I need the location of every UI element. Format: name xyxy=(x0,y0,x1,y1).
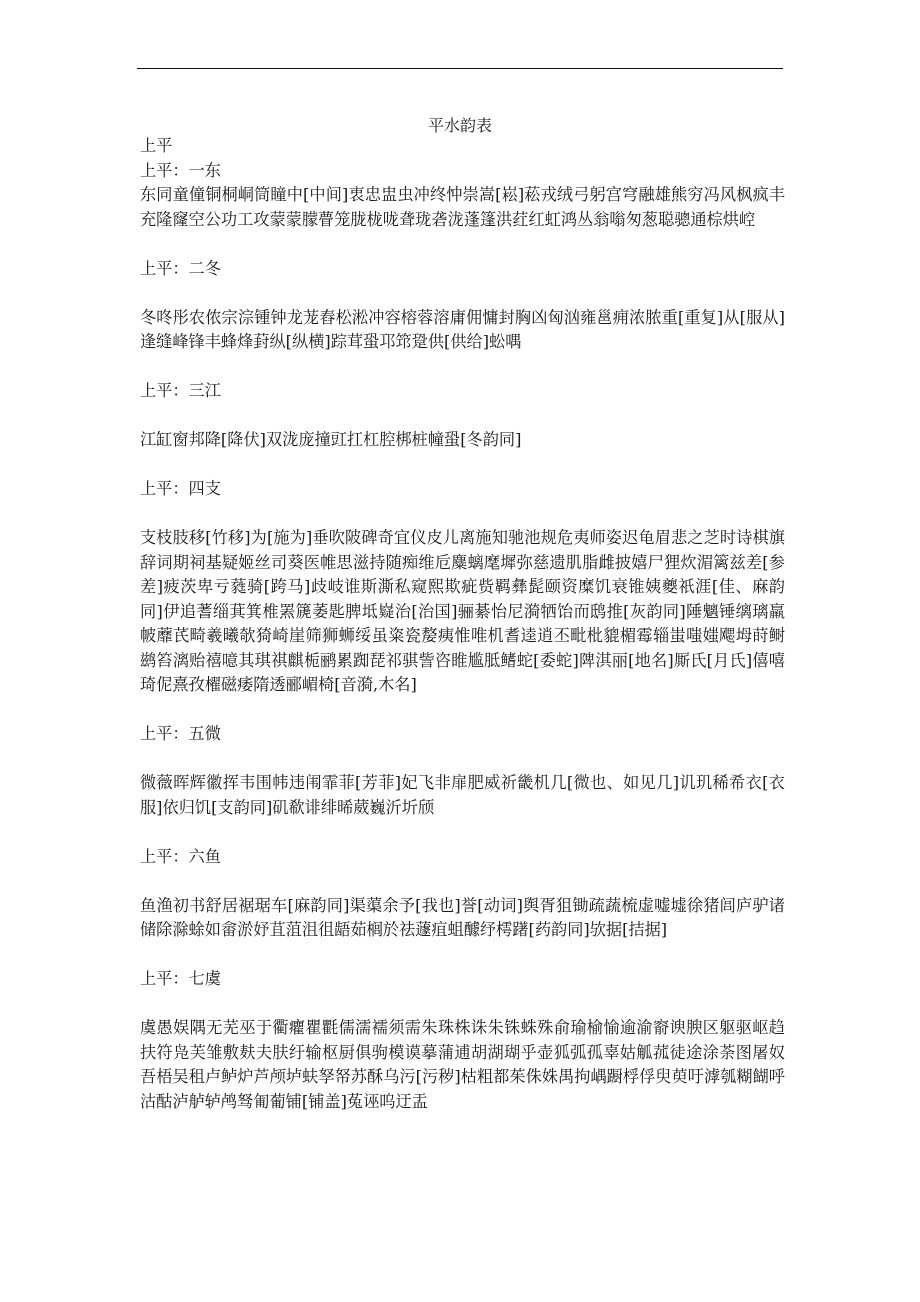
section-heading: 上平：六鱼 xyxy=(140,846,221,866)
section-sanjiang xyxy=(140,379,785,477)
paragraph-gap xyxy=(140,453,785,478)
paragraph-gap xyxy=(140,747,785,772)
section-erdong xyxy=(140,257,785,380)
section-heading: 上平：四支 xyxy=(140,479,221,498)
section-heading: 上平：五微 xyxy=(140,724,221,743)
category-heading: 上平 xyxy=(140,136,173,155)
paragraph-gap xyxy=(140,869,785,894)
header-rule xyxy=(137,68,783,69)
section-characters: 虞愚娱隅无芜巫于衢癯瞿氍儒濡襦须需朱珠株诛朱铢蛛殊俞瑜榆愉逾渝窬谀腴区躯驱岖趋扶符凫芙雏敷麸夫肤纡输枢厨俱驹模谟摹蒲逋胡湖瑚乎壶狐弧孤辜姑觚菰徒途涂荼图屠奴吾梧吴租卢鲈炉芦颅垆蚨孥帑苏酥乌污[污秽]枯粗都茱侏姝禺拘嵎蹰桴俘臾萸吁滹瓠糊餬呼沽酤泸舻轳鸬驽匍葡铺[铺盖]菟诬呜迂盂 xyxy=(140,1018,785,1111)
paragraph-gap xyxy=(140,232,785,257)
section-characters: 东同童僮铜桐峒筒瞳中[中间]衷忠盅虫冲终忡崇嵩[崧]菘戎绒弓躬宫穹融雄熊穷冯风枫疯丰充隆窿空公功工攻蒙蒙朦瞢笼胧栊咙聋珑砻泷蓬篷洪荭红虹鸿丛翁嗡匆葱聪骢通棕烘崆 xyxy=(140,185,785,229)
section-heading: 上平：三江 xyxy=(140,381,221,400)
paragraph-gap xyxy=(140,698,785,723)
paragraph-gap xyxy=(140,992,785,1017)
section-heading: 上平：二冬 xyxy=(140,258,221,278)
paragraph-gap xyxy=(140,281,785,306)
paragraph-gap xyxy=(140,355,785,380)
section-characters: 微薇晖辉徽挥韦围帏违闱霏菲[芳菲]妃飞非扉肥威祈畿机几[微也、如见几]讥玑稀希衣[衣服]依归饥[支韵同]矶欷诽绯晞葳巍沂圻颀 xyxy=(140,773,785,817)
paragraph-gap xyxy=(140,404,785,429)
paragraph-gap xyxy=(140,820,785,845)
section-heading: 上平：七虞 xyxy=(140,969,221,988)
section-wuwei xyxy=(140,722,785,845)
document-title: 平水韵表 xyxy=(427,116,492,135)
section-heading: 上平：一东 xyxy=(140,160,221,180)
document-body xyxy=(140,134,785,1114)
section-sizhi xyxy=(140,477,785,722)
paragraph-gap xyxy=(140,502,785,527)
section-characters: 支枝肢移[竹移]为[施为]垂吹陂碑奇宜仪皮儿离施知驰池规危夷师姿迟龟眉悲之芝时诗棋旗辞词期祠基疑姬丝司葵医帷思滋持随痴维卮麋螭麾墀弥慈遗肌脂雌披嬉尸狸炊湄篱兹差[参差]疲茨卑亏蕤骑[跨马]歧岐谁斯澌私窥熙欺疵赀羁彝髭颐资糜饥衰锥姨夔祇涯[佳、麻韵同]伊追蓍缁萁箕椎罴篪萎匙脾坻嶷治[治国]骊綦怡尼漪牺饴而鸱推[灰韵同]陲魑锤缡璃羸帔蘼芪畸羲曦欹猗崎崖筛狮蛳绥虽粢瓷嫠痍惟唯机耆逵逍丕毗枇貔楣霉辎蚩嗤媸飔坶莳鲥鹚笞漓贻禧噫其琪祺麒栀鹂累踟琵祁骐訾咨睢尴胝鳍蛇[委蛇]陴淇丽[地名]厮氏[月氏]僖嘻琦伲熹孜櫂磁痿隋透郦嵋椅[音漪,木名] xyxy=(140,528,785,694)
section-qiyu xyxy=(140,967,785,1114)
section-liuyu xyxy=(140,845,785,968)
section-characters: 江缸窗邦降[降伏]双泷庞撞豇扛杠腔梆桩幢蛩[冬韵同] xyxy=(140,430,522,449)
section-characters: 鱼渔初书舒居裾琚车[麻韵同]渠蕖余予[我也]誉[动词]舆胥狙锄疏蔬梳虚嘘墟徐猪闾庐驴诸储除滁蜍如畲淤妤苴菹沮徂龉茹榈於祛蘧疽蛆醵纾樗躇[药韵同]欤据[拮据] xyxy=(140,895,785,939)
paragraph-gap xyxy=(140,943,785,968)
section-yidong xyxy=(140,159,785,257)
section-characters: 冬咚彤农侬宗淙锺钟龙茏舂松淞冲容榕蓉溶庸佣慵封胸凶匈汹雍邕痈浓脓重[重复]从[服从]逢缝峰锋丰蜂烽葑纵[纵横]踪茸蛩邛筇跫供[供给]蚣喁 xyxy=(140,307,785,351)
